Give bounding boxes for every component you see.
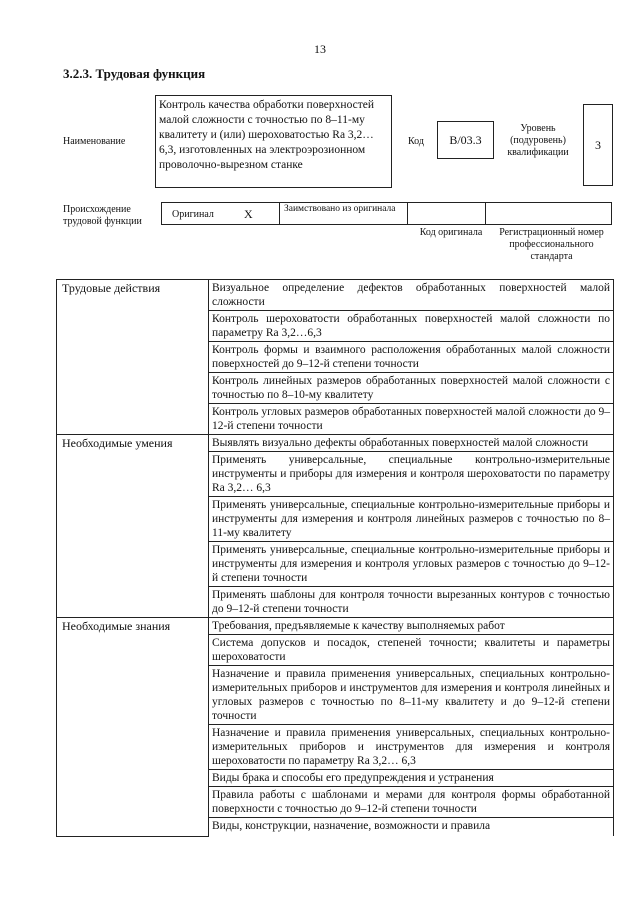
section-item: Контроль линейных размеров обработанных поверхностей малой сложности с точностью по 8–10-му квалитету	[209, 373, 614, 404]
table-row	[57, 618, 614, 635]
section-heading: Трудовые действия	[57, 280, 209, 435]
section-item: Назначение и правила применения универсальных, специальных контрольно-измерительных приборов и инструментов для измерения и контроля линейных и угловых размеров с точностью по 8–11-му квалитету и до 9–12-й степени точности	[209, 666, 614, 725]
function-name-box: Контроль качества обработки поверхностей малой сложности с точностью по 8–11-му квалитету и (или) шероховатостью Ra 3,2…6,3, изготовленных на электроэрозионном проволочно-вырезном станке	[155, 95, 392, 188]
original-label: Оригинал	[172, 209, 214, 220]
section-title: 3.2.3. Трудовая функция	[63, 66, 206, 81]
section-item: Контроль шероховатости обработанных поверхностей малой сложности по параметру Ra 3,2…6,3	[209, 311, 614, 342]
origin-original-cell	[162, 203, 280, 224]
section-item: Контроль угловых размеров обработанных поверхностей малой сложности до 9–12-й степени точности	[209, 404, 614, 435]
section-item: Выявлять визуально дефекты обработанных поверхностей малой сложности	[209, 435, 614, 452]
level-label: Уровень (подуровень) квалификации	[507, 123, 569, 158]
section-item: Визуальное определение дефектов обработанных поверхностей малой сложности	[209, 280, 614, 311]
origin-row	[161, 202, 612, 225]
qualification-level-box: 3	[583, 104, 613, 186]
section-item: Применять универсальные, специальные контрольно-измерительные приборы и инструменты для измерения и контроля линейных размеров с точностью по 8–11-му квалитету	[209, 497, 614, 542]
function-code-box: B/03.3	[437, 121, 494, 159]
reg-caption: Регистрационный номер профессионального стандарта	[499, 227, 604, 262]
function-details-table	[56, 279, 614, 837]
original-mark: X	[244, 207, 253, 221]
origin-reg-cell	[486, 203, 613, 224]
section-item: Применять универсальные, специальные контрольно-измерительные инструменты и приборы для измерения и контроля шероховатости по параметру Ra 3,2… 6,3	[209, 452, 614, 497]
table-row	[57, 280, 614, 311]
section-heading: Необходимые знания	[57, 618, 209, 837]
section-item: Назначение и правила применения универсальных, специальных контрольно-измерительных приборов и инструментов для измерения и контроля шероховатости по параметру Ra 3,2… 6,3	[209, 725, 614, 770]
section-item: Виды брака и способы его предупреждения и устранения	[209, 770, 614, 787]
section-item: Правила работы с шаблонами и мерами для контроля формы обработанной поверхности с точностью до 9–12-й степени точности	[209, 787, 614, 818]
page-number: 13	[314, 42, 326, 56]
table-row	[57, 435, 614, 452]
section-heading: Необходимые умения	[57, 435, 209, 618]
origin-label: Происхождение трудовой функции	[63, 204, 142, 227]
section-item: Применять шаблоны для контроля точности вырезанных контуров с точностью до 9–12-й степени точности	[209, 587, 614, 618]
section-item: Виды, конструкции, назначение, возможности и правила	[209, 818, 614, 837]
code-caption: Код оригинала	[419, 227, 483, 238]
code-label: Код	[408, 136, 424, 147]
section-item: Требования, предъявляемые к качеству выполняемых работ	[209, 618, 614, 635]
borrowed-label: Заимствовано из оригинала	[284, 204, 396, 214]
section-item: Применять универсальные, специальные контрольно-измерительные приборы и инструменты для измерения и контроля угловых размеров с точностью до 9–12-й степени точности	[209, 542, 614, 587]
origin-borrowed-cell	[280, 203, 408, 224]
name-label: Наименование	[63, 136, 126, 147]
origin-code-cell	[408, 203, 486, 224]
section-item: Контроль формы и взаимного расположения обработанных малой сложности поверхностей до 9–12-й степени точности	[209, 342, 614, 373]
section-item: Система допусков и посадок, степеней точности; квалитеты и параметры шероховатости	[209, 635, 614, 666]
